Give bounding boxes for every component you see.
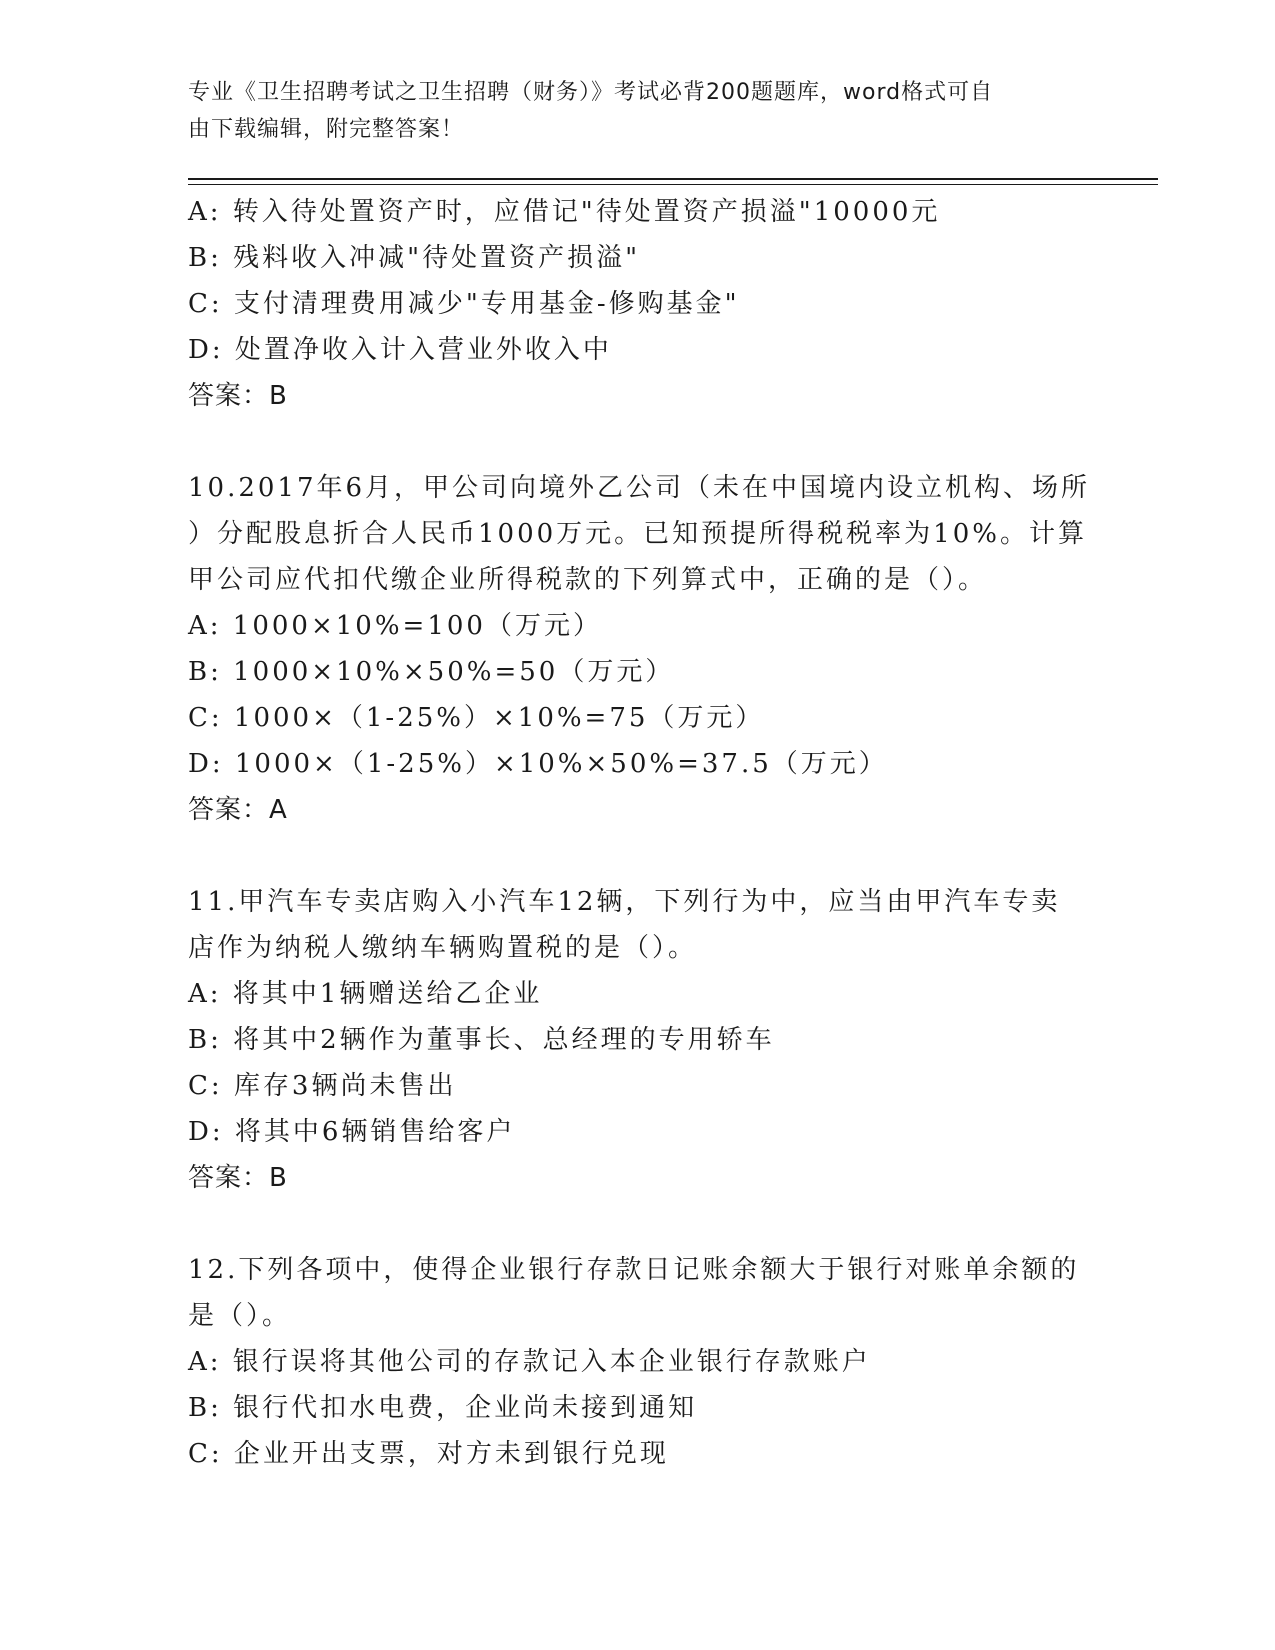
option-d: D: 将其中6辆销售给客户 [188,1117,516,1147]
question-12 [188,1247,1088,1477]
question-11 [188,879,1088,1201]
option-d: D: 处置净收入计入营业外收入中 [188,335,612,365]
question-9-tail [188,189,1088,419]
option-c: C: 企业开出支票，对方未到银行兑现 [188,1439,669,1469]
option-b: B: 1000×10%×50%=50（万元） [188,657,675,687]
question-stem-line: 12.下列各项中，使得企业银行存款日记账余额大于银行对账单余额的 [188,1255,1080,1285]
question-stem-line: 11.甲汽车专卖店购入小汽车12辆，下列行为中，应当由甲汽车专卖 [188,887,1061,917]
question-stem-line: 甲公司应代扣代缴企业所得税款的下列算式中，正确的是（）。 [188,565,988,595]
answer-line: 答案：B [188,1163,288,1193]
question-10 [188,465,1091,833]
spacer [188,419,1088,465]
header-line-2: 由下载编辑，附完整答案！ [188,117,465,142]
answer-line: 答案：A [188,795,288,825]
option-d: D: 1000×（1-25%）×10%×50%=37.5（万元） [188,749,888,779]
spacer [188,833,1088,879]
question-stem-line: 10.2017年6月，甲公司向境外乙公司（未在中国境内设立机构、场所 [188,473,1091,503]
option-a: A: 银行误将其他公司的存款记入本企业银行存款账户 [188,1347,871,1377]
option-c: C: 库存3辆尚未售出 [188,1071,457,1101]
spacer [188,1201,1088,1247]
question-list [188,189,1091,1477]
option-a: A: 将其中1辆赠送给乙企业 [188,979,543,1009]
document-header [188,74,1068,148]
option-b: B: 将其中2辆作为董事长、总经理的专用轿车 [188,1025,775,1055]
option-a: A: 转入待处置资产时，应借记"待处置资产损溢"10000元 [188,197,941,227]
answer-line: 答案：B [188,381,288,411]
option-a: A: 1000×10%=100（万元） [188,611,602,641]
question-stem-line: 是（）。 [188,1301,292,1331]
question-stem-line: ）分配股息折合人民币1000万元。已知预提所得税税率为10%。计算 [188,519,1087,549]
header-rule-thin [188,184,1158,185]
option-c: C: 1000×（1-25%）×10%=75（万元） [188,703,765,733]
question-stem-line: 店作为纳税人缴纳车辆购置税的是（）。 [188,933,698,963]
header-rule-thick [188,178,1158,180]
header-line-1: 专业《卫生招聘考试之卫生招聘（财务）》考试必背200题题库，word格式可自 [188,80,994,105]
option-c: C: 支付清理费用减少"专用基金-修购基金" [188,289,740,319]
option-b: B: 银行代扣水电费，企业尚未接到通知 [188,1393,698,1423]
option-b: B: 残料收入冲减"待处置资产损溢" [188,243,641,273]
